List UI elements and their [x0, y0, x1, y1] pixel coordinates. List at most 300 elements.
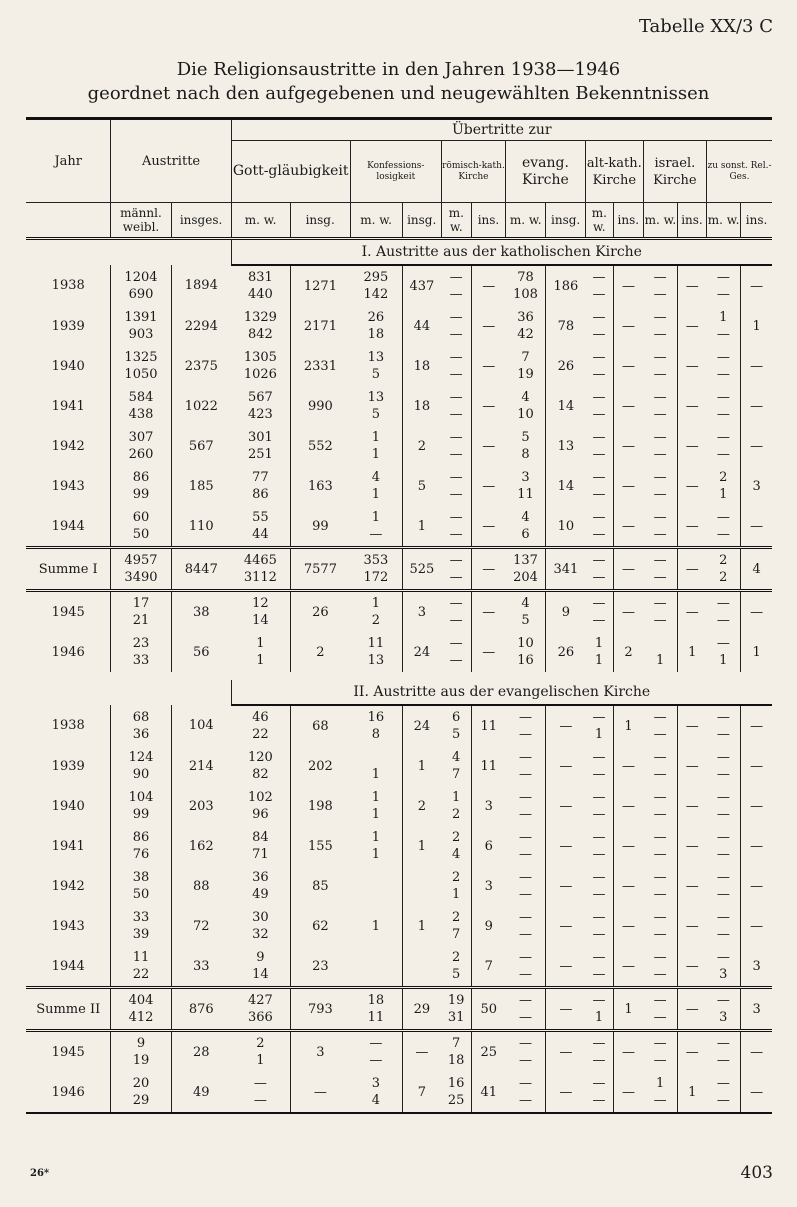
value-cell: — — [506, 1031, 546, 1073]
value-cell: 18 11 [350, 988, 402, 1031]
value-cell: — — [585, 1072, 613, 1113]
value-cell: 56 [193, 644, 210, 660]
value-cell: 16 25 [441, 1072, 471, 1113]
value-cell: 16 8 [350, 705, 402, 746]
subheader-mw: m. w. [643, 203, 677, 239]
value-cell: — [750, 1044, 764, 1060]
title-line-2: geordnet nach den aufgegebenen und neugewählten Bekenntnissen [87, 83, 710, 104]
value-cell: 203 [188, 798, 214, 814]
value-cell [350, 946, 402, 988]
value-cell: — [685, 278, 699, 294]
value-cell: — — [706, 591, 740, 633]
value-cell: — — [643, 426, 677, 466]
value-cell: 68 36 [111, 705, 171, 746]
value-cell: 33 39 [111, 906, 171, 946]
value-cell: — — [643, 988, 677, 1031]
value-cell: 1 1 [231, 632, 290, 672]
value-cell: 88 [193, 878, 210, 894]
value-cell: — — [506, 705, 546, 746]
section-row [26, 680, 772, 705]
value-cell: 8447 [171, 548, 231, 591]
value-cell: — 1 [585, 988, 613, 1031]
value-cell: — — [643, 506, 677, 548]
value-cell: 1 1 [350, 426, 402, 466]
year-cell: 1938 [26, 265, 111, 306]
year-cell: 1943 [26, 466, 111, 506]
value-cell: 1 1 [350, 826, 402, 866]
value-cell: — — [643, 906, 677, 946]
value-cell: — [313, 1084, 327, 1100]
col-header-altkath: alt-kath. Kirche [585, 141, 643, 203]
value-cell: 36 49 [231, 866, 290, 906]
value-cell: 46 22 [231, 705, 290, 746]
subheader-ins: ins. [677, 203, 706, 239]
value-cell: 78 [557, 318, 575, 334]
value-cell: 19 31 [441, 988, 471, 1031]
value-cell: 3 [484, 798, 493, 814]
year-cell: Summe II [26, 988, 111, 1031]
value-cell: 30 32 [231, 906, 290, 946]
value-cell: 163 [308, 478, 333, 494]
year-cell: 1945 [26, 591, 111, 633]
value-cell: — — [441, 548, 471, 591]
value-cell: 990 [308, 398, 333, 414]
value-cell: — [750, 798, 764, 814]
table-row [26, 346, 772, 386]
value-cell: — — [706, 786, 740, 826]
table-row [26, 632, 772, 672]
value-cell: — — [643, 306, 677, 346]
table-row [26, 1031, 772, 1073]
value-cell: — [482, 318, 496, 334]
value-cell: 1 [417, 758, 427, 774]
value-cell: — [750, 838, 764, 854]
value-cell: 18 [413, 398, 431, 414]
value-cell: — — [706, 826, 740, 866]
value-cell: 50 [471, 988, 505, 1031]
value-cell: 198 [308, 798, 333, 814]
value-cell: 17 21 [111, 591, 171, 633]
value-cell: 10 16 [506, 632, 546, 672]
value-cell: — [685, 318, 699, 334]
summary-row [26, 988, 772, 1031]
value-cell: — [685, 604, 699, 620]
value-cell: — [622, 1044, 636, 1060]
value-cell: — [622, 838, 636, 854]
table-row [26, 265, 772, 306]
value-cell: — — [506, 746, 546, 786]
value-cell: — [622, 358, 636, 374]
value-cell: — [750, 358, 764, 374]
value-cell: 11 22 [111, 946, 171, 988]
value-cell: 110 [188, 518, 214, 534]
value-cell: — [622, 478, 636, 494]
value-cell: — — [585, 906, 613, 946]
value-cell: — — [706, 746, 740, 786]
value-cell: — [482, 398, 496, 414]
value-cell: 33 [193, 958, 210, 974]
gap-cell [26, 672, 772, 680]
value-cell: — [622, 878, 636, 894]
subheader-insg: insg. [290, 203, 350, 239]
value-cell: 26 [557, 644, 575, 660]
value-cell: 120 82 [231, 746, 290, 786]
table-row [26, 591, 772, 633]
value-cell: 295 142 [350, 265, 402, 306]
col-header-uebertritte: Übertritte zur [231, 119, 772, 141]
subheader-insg: insg. [402, 203, 441, 239]
value-cell: 1305 1026 [231, 346, 290, 386]
value-cell: — [482, 358, 496, 374]
value-cell: — — [506, 946, 546, 988]
table-row [26, 1072, 772, 1113]
value-cell: — — [506, 786, 546, 826]
value-cell: — — [706, 1072, 740, 1113]
value-cell: — [546, 988, 585, 1031]
value-cell: — [622, 798, 636, 814]
value-cell: — — [441, 426, 471, 466]
value-cell: 2 7 [441, 906, 471, 946]
value-cell: 9 [561, 604, 571, 620]
subheader-maennl: männl. weibl. [111, 203, 171, 239]
value-cell: 2294 [184, 318, 218, 334]
value-cell: — [559, 878, 573, 894]
value-cell: 2 1 [441, 866, 471, 906]
year-cell: 1946 [26, 1072, 111, 1113]
value-cell: — — [506, 826, 546, 866]
value-cell: 86 76 [111, 826, 171, 866]
value-cell: 1 [613, 988, 643, 1031]
value-cell: 24 [413, 718, 431, 734]
value-cell: — [750, 518, 764, 534]
table-row [26, 746, 772, 786]
value-cell: — [750, 718, 764, 734]
value-cell: — — [585, 506, 613, 548]
subheader-ins: ins. [471, 203, 505, 239]
value-cell: 36 42 [506, 306, 546, 346]
table-row [26, 866, 772, 906]
value-cell: 49 [193, 1084, 210, 1100]
table-row [26, 466, 772, 506]
value-cell: 1 1 [350, 786, 402, 826]
value-cell: — [559, 718, 573, 734]
value-cell: — — [506, 1072, 546, 1113]
value-cell: — [750, 278, 764, 294]
year-cell: 1940 [26, 786, 111, 826]
value-cell: 14 [557, 398, 575, 414]
value-cell: — [750, 758, 764, 774]
religion-exits-table [26, 117, 772, 1114]
year-cell: 1941 [26, 826, 111, 866]
value-cell: — — [441, 632, 471, 672]
value-cell: 567 423 [231, 386, 290, 426]
subheader-mw: m. w. [506, 203, 546, 239]
value-cell: 793 [290, 988, 350, 1031]
value-cell: — — [585, 746, 613, 786]
col-header-sonst: zu sonst. Rel.-Ges. [706, 141, 772, 203]
value-cell: — 3 [706, 988, 740, 1031]
value-cell: 13 5 [350, 346, 402, 386]
table-row [26, 705, 772, 746]
value-cell: — — [585, 306, 613, 346]
value-cell: 38 [193, 604, 210, 620]
value-cell: — — [441, 386, 471, 426]
value-cell: — — [643, 946, 677, 988]
value-cell: — — [706, 265, 740, 306]
value-cell: 137 204 [506, 548, 546, 591]
value-cell: 10 [557, 518, 575, 534]
value-cell: — [482, 438, 496, 454]
value-cell: 301 251 [231, 426, 290, 466]
value-cell [350, 866, 402, 906]
value-cell: — [559, 798, 573, 814]
value-cell: — [685, 358, 699, 374]
value-cell: 7 [484, 958, 493, 974]
col-header-austritte: Austritte [111, 119, 231, 203]
value-cell: 99 [312, 518, 329, 534]
value-cell: — [685, 518, 699, 534]
table-row [26, 506, 772, 548]
value-cell: 2375 [184, 358, 218, 374]
value-cell: — — [585, 1031, 613, 1073]
value-cell: 831 440 [231, 265, 290, 306]
value-cell: 584 438 [111, 386, 171, 426]
value-cell: — [685, 838, 699, 854]
value-cell: — [471, 548, 505, 591]
value-cell: 3 [741, 988, 772, 1031]
year-cell: 1938 [26, 705, 111, 746]
value-cell: 84 71 [231, 826, 290, 866]
value-cell: 1 — [706, 306, 740, 346]
col-header-roem: römisch-kath. Kirche [441, 141, 505, 203]
value-cell: — — [643, 548, 677, 591]
value-cell: 9 14 [231, 946, 290, 988]
value-cell: — — [585, 946, 613, 988]
value-cell: 1 [752, 644, 761, 660]
value-cell: — [677, 548, 706, 591]
value-cell: — — [706, 1031, 740, 1073]
value-cell: 11 13 [350, 632, 402, 672]
section-spacer [26, 680, 231, 705]
section-title-katholisch: I. Austritte aus der katholischen Kirche [231, 239, 772, 266]
value-cell: 68 [312, 718, 329, 734]
value-cell: 26 18 [350, 306, 402, 346]
value-cell: 1325 1050 [111, 346, 171, 386]
value-cell: — [750, 918, 764, 934]
value-cell: — [559, 918, 573, 934]
table-row [26, 386, 772, 426]
value-cell: 9 19 [111, 1031, 171, 1073]
value-cell: 1 [688, 644, 697, 660]
year-cell: 1944 [26, 946, 111, 988]
value-cell: 3 4 [350, 1072, 402, 1113]
value-cell: — [559, 1044, 573, 1060]
value-cell: 214 [188, 758, 214, 774]
value-cell: 876 [171, 988, 231, 1031]
value-cell: 28 [193, 1044, 210, 1060]
value-cell: 72 [193, 918, 210, 934]
value-cell: — — [585, 548, 613, 591]
value-cell: — [613, 548, 643, 591]
value-cell: — [482, 518, 496, 534]
year-cell: 1939 [26, 306, 111, 346]
value-cell: 155 [308, 838, 333, 854]
table-row [26, 946, 772, 988]
value-cell: 1391 903 [111, 306, 171, 346]
value-cell: — — [350, 1031, 402, 1073]
value-cell: 24 [413, 644, 431, 660]
value-cell: — [622, 518, 636, 534]
value-cell: — [559, 758, 573, 774]
table-row [26, 906, 772, 946]
value-cell: 86 99 [111, 466, 171, 506]
subheader-ins: ins. [741, 203, 772, 239]
table-row [26, 306, 772, 346]
value-cell: — — [643, 705, 677, 746]
value-cell: 26 [557, 358, 575, 374]
value-cell: — — [585, 386, 613, 426]
page-title [0, 58, 797, 106]
value-cell: 1 [350, 906, 402, 946]
value-cell: 202 [308, 758, 333, 774]
value-cell: 4 5 [506, 591, 546, 633]
value-cell: 3 [752, 478, 761, 494]
value-cell: 104 99 [111, 786, 171, 826]
value-cell: 1 [624, 718, 633, 734]
value-cell: — — [506, 866, 546, 906]
value-cell: 13 5 [350, 386, 402, 426]
value-cell: — [482, 278, 496, 294]
section-row [26, 239, 772, 266]
col-header-israel: israel. Kirche [643, 141, 706, 203]
value-cell: 104 [188, 718, 214, 733]
value-cell: 307 260 [111, 426, 171, 466]
value-cell: — — [441, 506, 471, 548]
value-cell: 6 [484, 838, 493, 854]
subheader-mw: m. w. [441, 203, 471, 239]
col-header-evang: evang. Kirche [506, 141, 586, 203]
value-cell: — — [585, 346, 613, 386]
year-cell: 1945 [26, 1031, 111, 1073]
value-cell: 3 11 [506, 466, 546, 506]
value-cell: 2 1 [231, 1031, 290, 1073]
col-header-konf: Konfessions-losigkeit [350, 141, 441, 203]
value-cell: 404 412 [111, 988, 171, 1031]
value-cell: 1 2 [441, 786, 471, 826]
value-cell: 55 44 [231, 506, 290, 548]
value-cell: — — [585, 426, 613, 466]
value-cell: 1 [417, 838, 427, 854]
year-cell: 1941 [26, 386, 111, 426]
value-cell: — — [706, 906, 740, 946]
value-cell: — — [643, 786, 677, 826]
value-cell: 2171 [303, 318, 337, 334]
value-cell: — [559, 1084, 573, 1100]
value-cell: — [482, 644, 496, 660]
value-cell: 12 14 [231, 591, 290, 633]
value-cell: 4 6 [506, 506, 546, 548]
value-cell: 4957 3490 [111, 548, 171, 591]
value-cell: 1 [643, 632, 677, 672]
value-cell: 7 18 [441, 1031, 471, 1073]
value-cell: 1204 690 [111, 265, 171, 306]
section-spacer [26, 239, 231, 266]
value-cell: — [622, 398, 636, 414]
value-cell: — [622, 758, 636, 774]
value-cell: — [622, 278, 636, 294]
value-cell: — [559, 958, 573, 974]
subheader-mw: m. w. [231, 203, 290, 239]
value-cell: — — [441, 466, 471, 506]
value-cell: 3 [752, 958, 761, 974]
title-line-1: Die Religionsaustritte in den Jahren 1938—1946 [176, 59, 621, 80]
value-cell: — [685, 438, 699, 454]
value-cell: 1022 [184, 398, 218, 414]
value-cell: — — [643, 591, 677, 633]
value-cell: 11 [480, 758, 497, 774]
value-cell: 1 2 [350, 591, 402, 633]
value-cell: 124 90 [111, 746, 171, 786]
value-cell: — [685, 918, 699, 934]
value-cell: 4 1 [350, 466, 402, 506]
value-cell: — — [706, 386, 740, 426]
value-cell: 25 [480, 1044, 497, 1060]
value-cell: 3 [417, 604, 427, 620]
value-cell: — — [643, 466, 677, 506]
summary-row [26, 548, 772, 591]
value-cell: — — [441, 265, 471, 306]
value-cell: — — [585, 265, 613, 306]
value-cell: — — [441, 346, 471, 386]
value-cell: 162 [188, 838, 214, 854]
value-cell: 9 [484, 918, 493, 934]
value-cell: — — [506, 988, 546, 1031]
table-row [26, 426, 772, 466]
value-cell: — — [643, 746, 677, 786]
value-cell: 1329 842 [231, 306, 290, 346]
value-cell: — [750, 604, 764, 620]
value-cell: 4 10 [506, 386, 546, 426]
value-cell: — [685, 878, 699, 894]
value-cell: — — [441, 306, 471, 346]
value-cell: 2 [624, 644, 633, 660]
section-title-evangelisch: II. Austritte aus der evangelischen Kirche [231, 680, 772, 705]
value-cell: 3 [316, 1044, 325, 1060]
value-cell: — [677, 988, 706, 1031]
table-row [26, 786, 772, 826]
year-cell: 1940 [26, 346, 111, 386]
page-number: 403 [740, 1163, 773, 1183]
value-cell: 2 [417, 438, 427, 454]
value-cell: — — [231, 1072, 290, 1113]
value-cell: 7 [417, 1084, 427, 1100]
subheader-mw: m. w. [350, 203, 402, 239]
value-cell: — [685, 718, 699, 734]
value-cell: 1 [417, 518, 427, 534]
value-cell [402, 946, 441, 988]
value-cell: 29 [402, 988, 441, 1031]
value-cell: 1 [417, 918, 427, 934]
value-cell: — [482, 478, 496, 494]
value-cell: 1 — [643, 1072, 677, 1113]
footer-note: 26* [30, 1168, 50, 1179]
value-cell: — [750, 438, 764, 454]
value-cell: — — [585, 866, 613, 906]
value-cell: 186 [553, 278, 579, 294]
value-cell: 23 33 [111, 632, 171, 672]
value-cell: 4 7 [441, 746, 471, 786]
value-cell: 7577 [290, 548, 350, 591]
